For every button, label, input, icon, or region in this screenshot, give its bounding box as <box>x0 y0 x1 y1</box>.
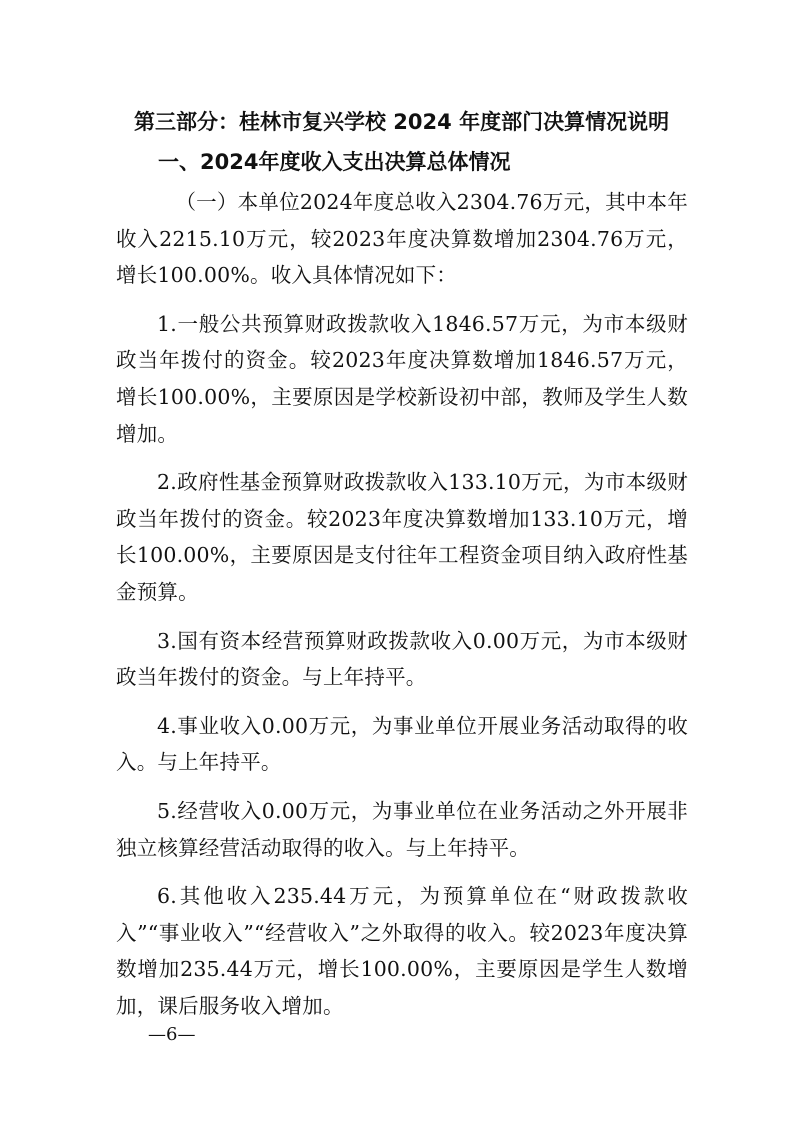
paragraph-state-capital-income: 3.国有资本经营预算财政拨款收入0.00万元，为市本级财政当年拨付的资金。与上年持平。 <box>116 628 688 690</box>
paragraph-total-income: （一）本单位2024年度总收入2304.76万元，其中本年收入2215.10万元，较2023年度决算数增加2304.76万元，增长100.00%。收入具体情况如下： <box>116 190 688 288</box>
section-heading: 一、2024年度收入支出决算总体情况 <box>158 150 511 174</box>
page-number: —6— <box>148 1024 196 1045</box>
paragraph-other-income: 6.其他收入235.44万元，为预算单位在“财政拨款收入”“事业收入”“经营收入”之外取得的收入。较2023年度决算数增加235.44万元，增长100.00%，主要原因是学生人数增加，课后服务收入增加。 <box>116 884 688 1018</box>
paragraph-business-income: 4.事业收入0.00万元，为事业单位开展业务活动取得的收入。与上年持平。 <box>116 713 688 775</box>
document-title: 第三部分：桂林市复兴学校 2024 年度部门决算情况说明 <box>134 110 670 134</box>
paragraph-operating-income: 5.经营收入0.00万元，为事业单位在业务活动之外开展非独立核算经营活动取得的收入。与上年持平。 <box>116 798 688 860</box>
paragraph-government-fund-income: 2.政府性基金预算财政拨款收入133.10万元，为市本级财政当年拨付的资金。较2023年度决算数增加133.10万元，增长100.00%，主要原因是支付往年工程资金项目纳入政府性基金预算。 <box>116 470 688 604</box>
paragraph-general-budget-income: 1.一般公共预算财政拨款收入1846.57万元，为市本级财政当年拨付的资金。较2023年度决算数增加1846.57万元，增长100.00%，主要原因是学校新设初中部，教师及学生人数增加。 <box>116 311 688 446</box>
document-body <box>116 184 688 1036</box>
